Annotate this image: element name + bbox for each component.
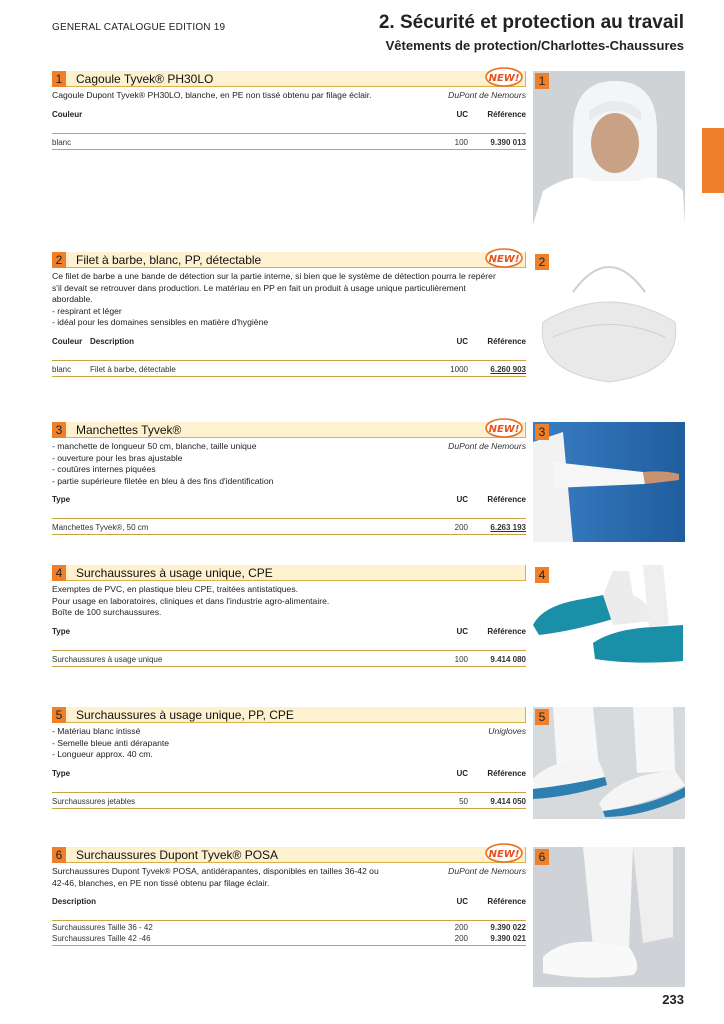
description-line: Surchaussures Dupont Tyvek® POSA, antidérapantes, disponibles en tailles 36-42 ou [52,866,379,876]
description-line: - coutûres internes piquées [52,464,156,475]
new-badge-icon [485,248,523,268]
photo-number: 6 [535,849,549,865]
description-line: - manchette de longueur 50 cm, blanche, taille unique [52,441,257,451]
new-badge-text: NEW! [488,424,520,435]
product-table [52,897,526,946]
column-header: Référence [487,336,526,346]
table-cell: blanc [52,364,72,374]
product-header-bar [52,847,526,863]
table-row [52,361,526,377]
product-description [52,90,372,102]
product-title: Surchaussures Dupont Tyvek® POSA [76,847,279,862]
product-description [52,441,273,487]
reference-link[interactable]: 9.414 080 [490,654,526,664]
table-cell: 200 [454,923,468,933]
table-header [52,897,526,921]
tyvek-overshoe-photo [533,847,685,987]
photo-number: 4 [535,567,549,583]
column-header: Description [52,897,97,907]
table-header [52,627,526,651]
product-section [52,847,526,946]
table-row [52,651,526,667]
table-row [52,793,526,809]
product-section [52,565,526,667]
product-number: 3 [52,422,66,438]
product-table [52,495,526,535]
product-number: 5 [52,707,66,723]
product-header-bar [52,565,526,581]
description-line: Cagoule Dupont Tyvek® PH30LO, blanche, en PE non tissé obtenu par filage éclair. [52,90,372,100]
description-line: - Matériau blanc intissé [52,726,141,736]
table-cell: Manchettes Tyvek®, 50 cm [52,523,149,533]
description-line: - Longueur approx. 40 cm. [52,749,153,760]
table-cell: 100 [454,654,468,664]
description-line: Ce filet de barbe a une bande de détection sur la partie interne, si bien que le système de détection pourra le repérer [52,271,496,281]
reference-link[interactable]: 6.263 193 [490,523,526,533]
column-header: Description [90,336,135,346]
page-number: 233 [662,992,684,1007]
new-badge-text: NEW! [488,254,520,265]
product-title: Surchaussures à usage unique, PP, CPE [76,707,294,722]
page-subtitle: Vêtements de protection/Charlottes-Chaussures [385,38,684,53]
column-header: UC [456,109,468,119]
product-number: 2 [52,252,66,268]
table-row [52,134,526,150]
product-section [52,422,526,535]
product-section [52,707,526,809]
table-cell: 200 [454,934,468,944]
product-number: 1 [52,71,66,87]
reference-link[interactable]: 9.414 050 [490,796,526,806]
column-header: UC [456,495,468,505]
column-header: Couleur [52,336,83,346]
product-description [52,271,496,329]
product-header-bar [52,422,526,438]
product-photo [533,71,685,225]
table-header [52,495,526,519]
new-badge-text: NEW! [488,73,520,84]
description-line: - partie supérieure filetée en bleu à des fins d'identification [52,475,274,486]
product-table [52,110,526,150]
product-title: Filet à barbe, blanc, PP, détectable [76,252,262,267]
column-header: Type [52,495,71,505]
page-title: 2. Sécurité et protection au travail [378,12,684,33]
product-description [52,726,169,761]
description-line: abordable. [52,294,93,305]
product-photo [533,252,685,398]
column-header: Référence [487,897,526,907]
new-badge-icon [485,418,523,438]
catalogue-edition: GENERAL CATALOGUE EDITION 19 [52,22,226,33]
product-header-bar [52,71,526,87]
brand-name: Unigloves [488,726,526,736]
table-header [52,769,526,793]
description-line: Pour usage en laboratoires, cliniques et dans l'industrie agro-alimentaire. [52,595,330,606]
reference-link[interactable]: 9.390 013 [490,137,526,147]
chapter-tab [702,128,724,193]
column-header: Couleur [52,109,83,119]
table-cell: Surchaussures jetables [52,796,136,806]
table-cell: Filet à barbe, détectable [90,364,176,374]
column-header: Type [52,768,71,778]
brand-name: DuPont de Nemours [448,441,526,451]
product-table [52,769,526,809]
reference-link[interactable]: 6.260 903 [490,364,526,374]
product-photo [533,422,685,542]
photo-number: 3 [535,424,549,440]
product-title: Cagoule Tyvek® PH30LO [76,71,214,86]
photo-number: 5 [535,709,549,725]
product-title: Manchettes Tyvek® [76,422,182,437]
product-number: 4 [52,565,66,581]
description-line: Exemptes de PVC, en plastique bleu CPE, traitées antistatiques. [52,584,299,594]
hood-photo [533,71,685,225]
product-title: Surchaussures à usage unique, CPE [76,565,273,580]
reference-link[interactable]: 9.390 022 [490,923,526,933]
product-photo [533,847,685,987]
new-badge-icon [485,843,523,863]
column-header: UC [456,897,468,907]
table-row [52,932,526,946]
table-row [52,921,526,932]
table-row [52,519,526,535]
white-overshoe-photo [533,707,685,819]
column-header: Référence [487,626,526,636]
description-line: - ouverture pour les bras ajustable [52,452,183,463]
description-line: - idéal pour les domaines sensibles en matière d'hygiène [52,317,269,328]
column-header: Référence [487,495,526,505]
table-cell: 100 [454,137,468,147]
description-line: Boîte de 100 surchaussures. [52,607,162,618]
product-header-bar [52,707,526,723]
blue-overshoe-photo [533,565,685,665]
table-cell: 50 [459,796,468,806]
description-line: - respirant et léger [52,305,122,316]
column-header: UC [456,768,468,778]
table-cell: 1000 [450,364,468,374]
brand-name: DuPont de Nemours [448,90,526,100]
description-line: s'il devait se retrouver dans production. Le matériau en PP en fait un produit à usage unique particulièrement [52,282,466,293]
product-photo [533,707,685,819]
new-badge-text: NEW! [488,849,520,860]
product-table [52,337,526,377]
table-cell: Surchaussures à usage unique [52,654,163,664]
table-cell: Surchaussures Taille 36 - 42 [52,923,153,933]
description-line: 42-46, blanches, en PE non tissé obtenu par filage éclair. [52,877,270,888]
column-header: Référence [487,768,526,778]
table-cell: 200 [454,523,468,533]
table-cell: blanc [52,137,72,147]
sleeve-photo [533,422,685,542]
photo-number: 1 [535,73,549,89]
table-header [52,337,526,361]
product-photo [533,565,685,665]
reference-link[interactable]: 9.390 021 [490,934,526,944]
product-header-bar [52,252,526,268]
brand-name: DuPont de Nemours [448,866,526,876]
beard-net-photo [533,252,685,398]
new-badge-icon [485,67,523,87]
column-header: Type [52,626,71,636]
description-line: - Semelle bleue anti dérapante [52,737,170,748]
column-header: UC [456,626,468,636]
photo-number: 2 [535,254,549,270]
product-table [52,627,526,667]
product-section [52,252,526,377]
column-header: UC [456,336,468,346]
table-cell: Surchaussures Taille 42 -46 [52,934,151,944]
column-header: Référence [487,109,526,119]
product-description [52,866,379,889]
table-header [52,110,526,134]
product-section [52,71,526,150]
product-description [52,584,329,619]
product-number: 6 [52,847,66,863]
